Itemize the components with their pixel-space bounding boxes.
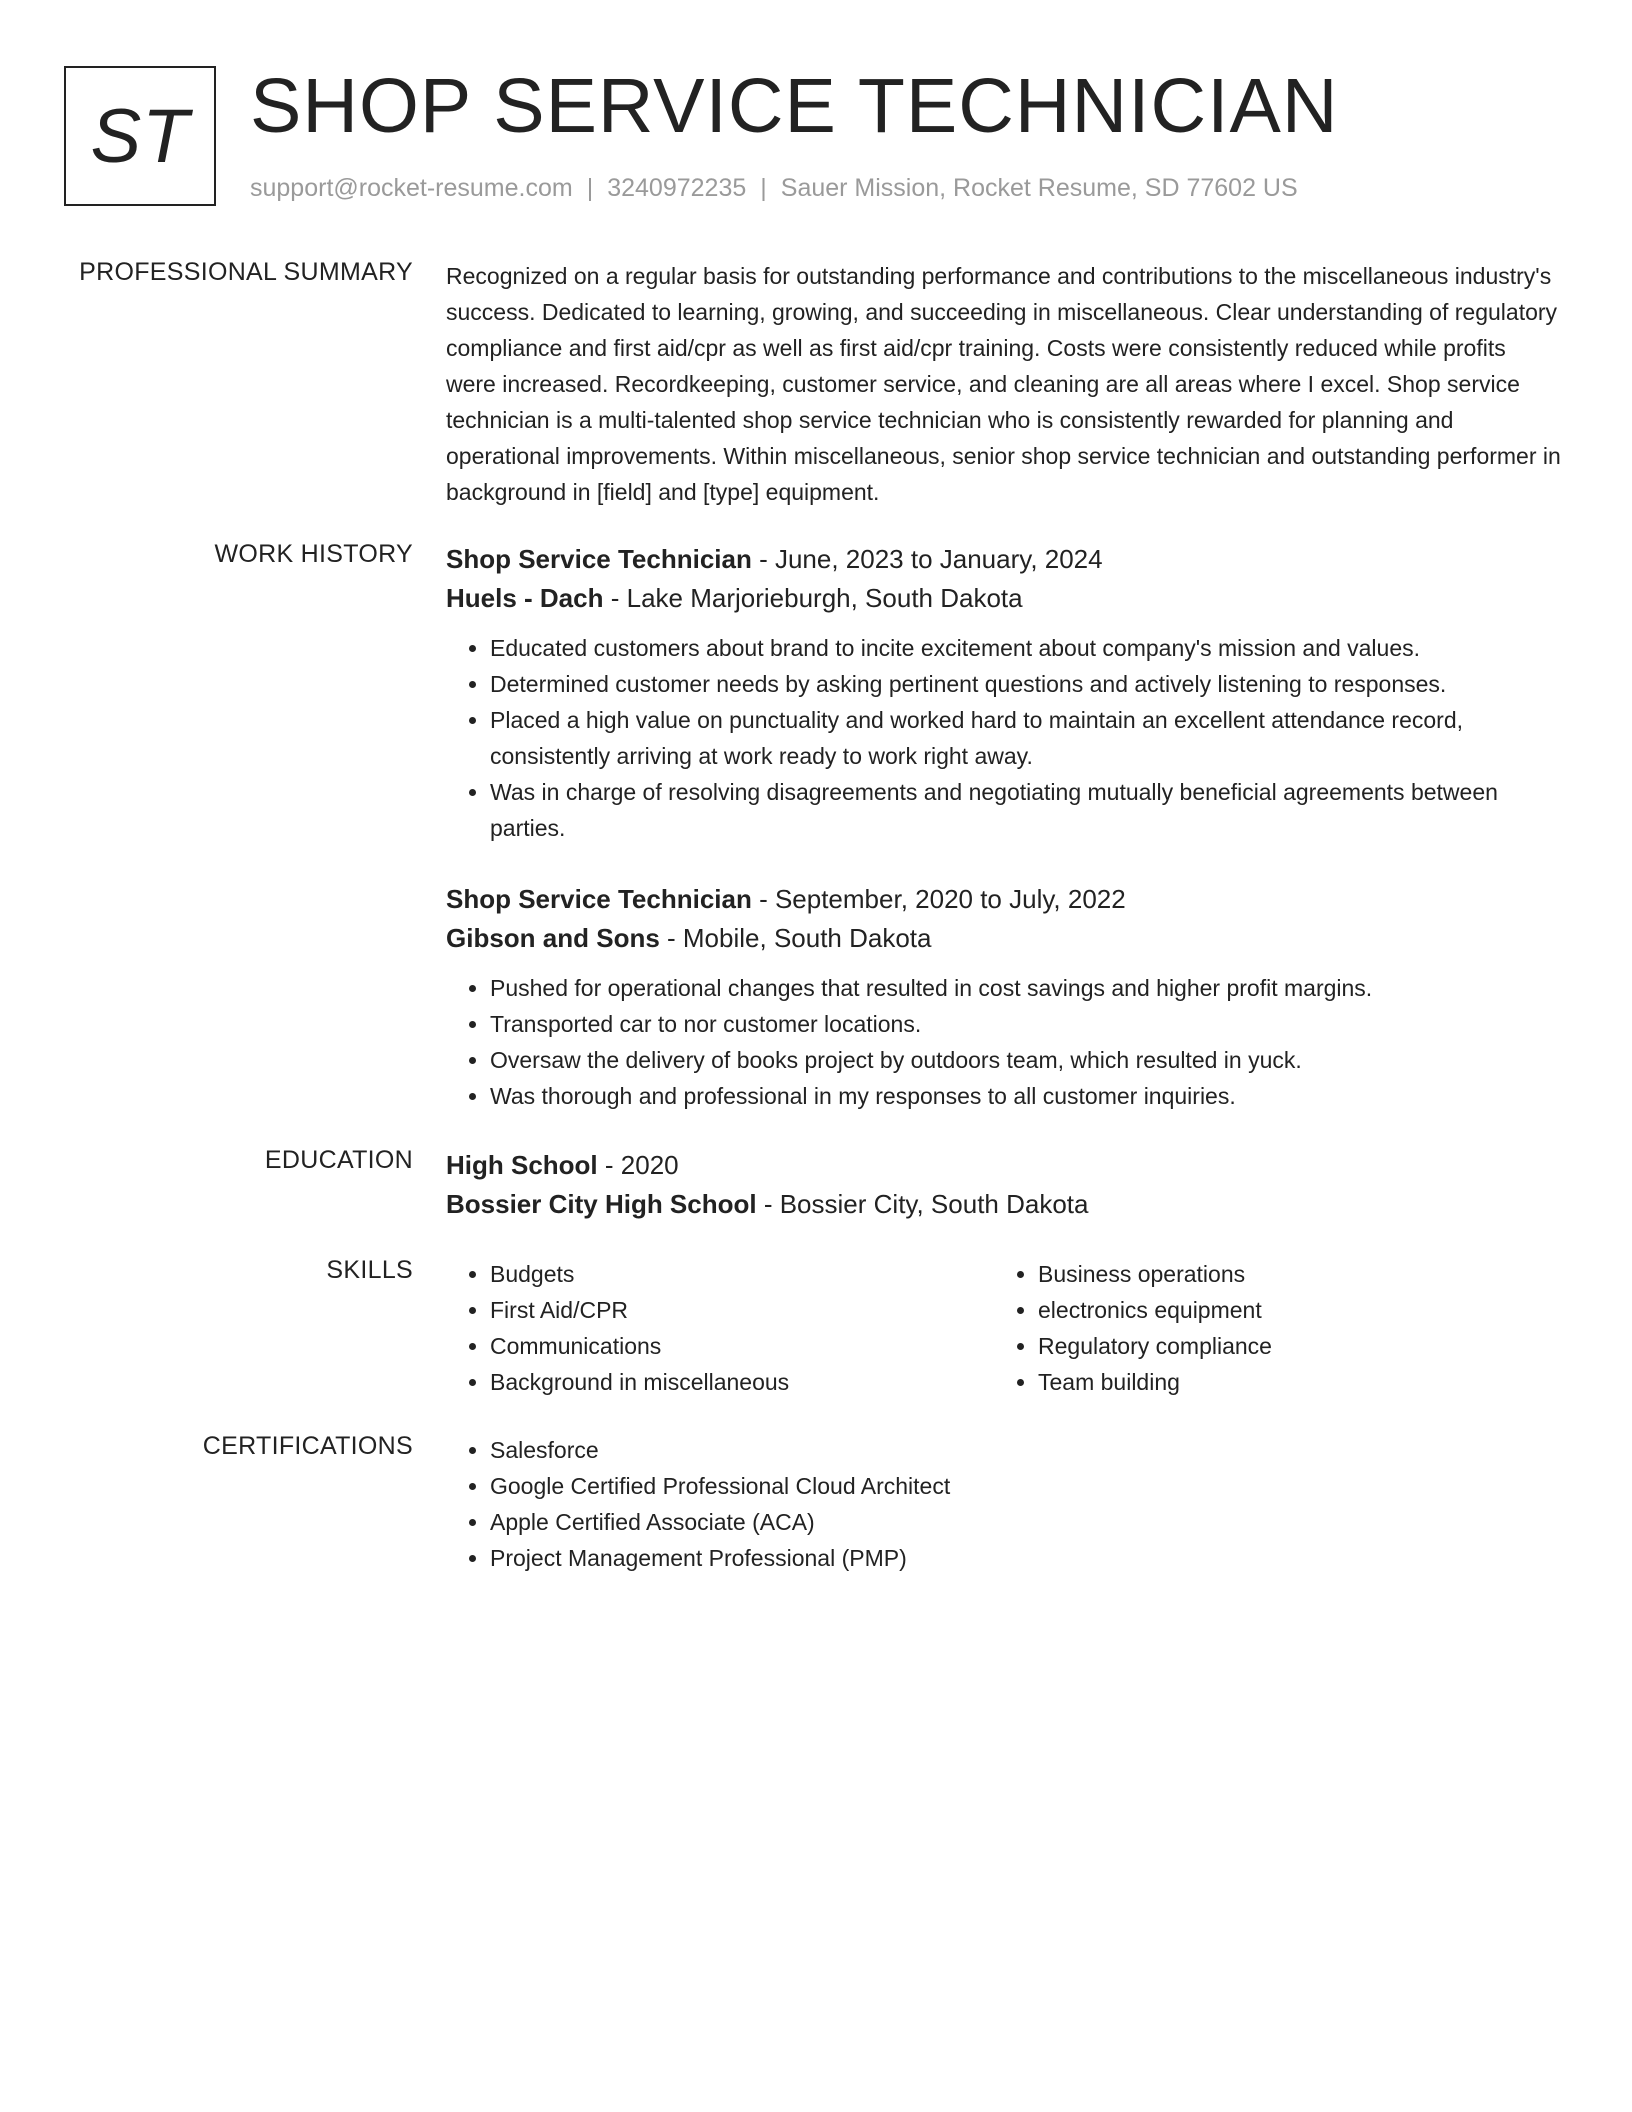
education-year: - 2020	[597, 1150, 679, 1180]
job-company: Huels - Dach	[446, 583, 604, 613]
contact-separator: |	[586, 174, 594, 202]
skills-columns	[446, 1256, 1561, 1400]
job-location: - Mobile, South Dakota	[659, 923, 932, 953]
job-dates: - June, 2023 to January, 2024	[751, 544, 1103, 574]
job-title-line	[446, 880, 1561, 919]
list-item: • Google Certified Professional Cloud Architect	[490, 1468, 1561, 1504]
list-item: • Salesforce	[490, 1432, 1561, 1468]
job-duties-list	[446, 970, 1561, 1114]
contact-email: support@rocket-resume.com	[250, 174, 573, 202]
skills-column-left	[446, 1256, 994, 1400]
job-title-line	[446, 540, 1561, 579]
list-item: • Oversaw the delivery of books project by outdoors team, which resulted in yuck.	[490, 1042, 1561, 1078]
list-item: • First Aid/CPR	[490, 1292, 994, 1328]
contact-line	[250, 174, 1298, 203]
list-item: • Pushed for operational changes that resulted in cost savings and higher profit margins.	[490, 970, 1561, 1006]
list-item: • Educated customers about brand to incite excitement about company's mission and values.	[490, 630, 1561, 666]
list-item: • Was thorough and professional in my responses to all customer inquiries.	[490, 1078, 1561, 1114]
contact-phone: 3240972235	[607, 174, 747, 202]
education-degree-line	[446, 1146, 1561, 1185]
list-item: • Project Management Professional (PMP)	[490, 1540, 1561, 1576]
job-role: Shop Service Technician	[446, 544, 752, 574]
contact-separator: |	[760, 174, 767, 202]
list-item: • Background in miscellaneous	[490, 1364, 994, 1400]
skills-body	[446, 1256, 1561, 1400]
education-degree: High School	[446, 1150, 598, 1180]
list-item: • Placed a high value on punctuality and worked hard to maintain an excellent attendance record, consistently arriving at work ready to work right away.	[490, 702, 1561, 774]
work-history-heading: WORK HISTORY	[214, 540, 413, 568]
summary-heading: PROFESSIONAL SUMMARY	[79, 258, 413, 286]
education-body	[446, 1146, 1561, 1224]
list-item: • Transported car to nor customer locations.	[490, 1006, 1561, 1042]
summary-body	[446, 258, 1561, 510]
job-company: Gibson and Sons	[446, 923, 660, 953]
education-heading: EDUCATION	[264, 1146, 413, 1174]
job-company-line	[446, 919, 1561, 958]
job-entry	[446, 880, 1561, 1114]
education-location: - Bossier City, South Dakota	[756, 1189, 1089, 1219]
work-history-body	[446, 540, 1561, 1114]
certifications-heading: CERTIFICATIONS	[202, 1432, 413, 1460]
job-company-line	[446, 579, 1561, 618]
list-item: • Apple Certified Associate (ACA)	[490, 1504, 1561, 1540]
list-item: • Regulatory compliance	[1038, 1328, 1542, 1364]
education-school-line	[446, 1185, 1561, 1224]
list-item: • Business operations	[1038, 1256, 1542, 1292]
skills-list	[994, 1256, 1542, 1400]
list-item: • Determined customer needs by asking pertinent questions and actively listening to responses.	[490, 666, 1561, 702]
job-dates: - September, 2020 to July, 2022	[751, 884, 1126, 914]
skills-column-right	[994, 1256, 1542, 1400]
summary-text: Recognized on a regular basis for outstanding performance and contributions to the miscellaneous industry's success. Dedicated to learning, growing, and succeeding in miscellaneous. Clear understanding of regulatory compliance and first aid/cpr as well as first aid/cpr training. Costs were consistently reduced while profits were increased. Recordkeeping, customer service, and cleaning are all areas where I excel. Shop service technician is a multi-talented shop service technician who is consistently rewarded for planning and operational improvements. Within miscellaneous, senior shop service technician and outstanding performer in background in [field] and [type] equipment.	[446, 263, 1561, 505]
job-entry	[446, 540, 1561, 846]
list-item: • Communications	[490, 1328, 994, 1364]
candidate-title: SHOP SERVICE TECHNICIAN	[250, 63, 1339, 149]
certifications-body	[446, 1432, 1561, 1576]
job-duties-list	[446, 630, 1561, 846]
job-role: Shop Service Technician	[446, 884, 752, 914]
monogram-badge: ST	[64, 66, 216, 206]
skills-list	[446, 1256, 994, 1400]
list-item: • Was in charge of resolving disagreements and negotiating mutually beneficial agreements between parties.	[490, 774, 1561, 846]
contact-address: Sauer Mission, Rocket Resume, SD 77602 US	[780, 174, 1298, 202]
resume-header	[64, 63, 1564, 216]
list-item: • Budgets	[490, 1256, 994, 1292]
certifications-list	[446, 1432, 1561, 1576]
skills-heading: SKILLS	[326, 1256, 413, 1284]
job-location: - Lake Marjorieburgh, South Dakota	[603, 583, 1023, 613]
list-item: • electronics equipment	[1038, 1292, 1542, 1328]
list-item: • Team building	[1038, 1364, 1542, 1400]
education-school: Bossier City High School	[446, 1189, 757, 1219]
